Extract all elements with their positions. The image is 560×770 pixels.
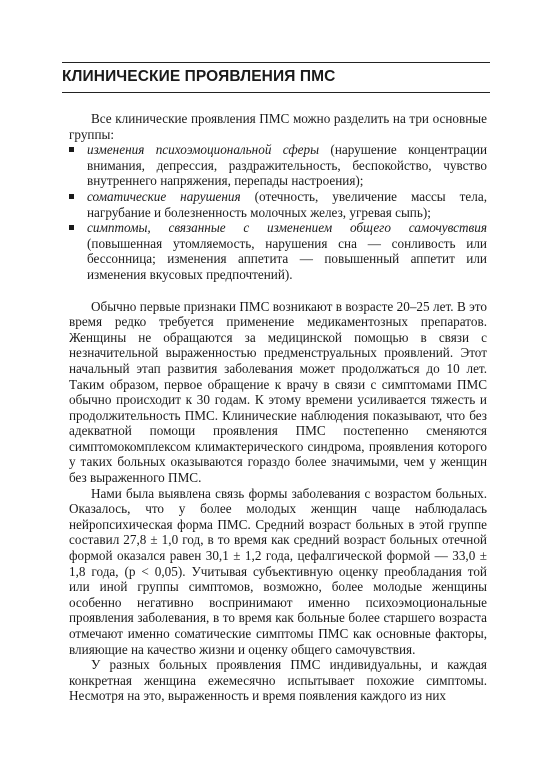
- group-details: (отечность, увеличение массы тела, нагрубание и болезненность молочных желез, угревая сыпь);: [87, 188, 487, 220]
- group-name: симптомы, связанные с изменением общего самочувствия: [87, 220, 487, 236]
- group-details: (нарушение концентрации внимания, депрессия, раздражительность, беспокойство, чувство внутреннего напряжения, перепады настроения);: [87, 142, 487, 189]
- square-bullet-icon: [69, 225, 74, 230]
- body-paragraph: У разных больных проявления ПМС индивидуальны, и каждая конкретная женщина ежемесячно испытывает похожие симптомы. Несмотря на это, выраженность и время появления каждого из них: [69, 657, 487, 704]
- page-body: [69, 111, 487, 704]
- group-name: изменения психоэмоциональной сферы: [87, 142, 320, 158]
- list-item: [69, 189, 487, 220]
- list-item: [69, 142, 487, 189]
- heading-rule-bottom: [62, 92, 490, 93]
- body-paragraph: Нами была выявлена связь формы заболевания с возрастом больных. Оказалось, что у более молодых женщин чаще наблюдалась нейропсихическая форма ПМС. Средний возраст больных в этой группе составил 27,8 ± 1,0 год, в то время как средний возраст больных отечной формой оказался равен 30,1 ± 1,2 года, цефалгической формой — 33,0 ± 1,8 года, (p < 0,05). Учитывая субъективную оценку преобладания той или иной группы симптомов, возможно, более молодые женщины особенно негативно воспринимают именно психоэмоциональные проявления заболевания, в то время как больные более старшего возраста отмечают именно соматические симптомы ПМС как основные факторы, влияющие на качество жизни и оценку общего самочувствия.: [69, 485, 487, 657]
- group-details: (повышенная утомляемость, нарушения сна — сонливость или бессонница; изменения аппетита — повышенный аппетит или изменения вкусовых предпочтений).: [87, 235, 487, 282]
- body-paragraph: Обычно первые признаки ПМС возникают в возрасте 20–25 лет. В это время редко требуется применение медикаментозных препаратов. Женщины не обращаются за медицинской помощью в связи с незначительной выраженностью предменструальных проявлений. Этот начальный этап развития заболевания может продолжаться до 10 лет. Таким образом, первое обращение к врачу в связи с симптомами ПМС обычно происходит к 30 годам. К этому времени усиливается тяжесть и продолжительность ПМС. Клинические наблюдения показывают, что без адекватной помощи проявления ПМС постепенно сменяются симптомокомплексом климактерического синдрома, проявления которого у таких больных оказываются гораздо более значимыми, чем у женщин без выраженного ПМС.: [69, 298, 487, 486]
- square-bullet-icon: [69, 194, 74, 199]
- paragraph-gap: [69, 283, 487, 299]
- list-item: [69, 220, 487, 282]
- square-bullet-icon: [69, 147, 74, 152]
- heading-rule-top: [62, 62, 490, 63]
- group-name: соматические нарушения: [87, 188, 241, 204]
- section-heading: КЛИНИЧЕСКИЕ ПРОЯВЛЕНИЯ ПМС: [62, 68, 336, 85]
- intro-paragraph: Все клинические проявления ПМС можно разделить на три основные группы:: [69, 111, 487, 142]
- symptom-groups-list: [69, 142, 487, 282]
